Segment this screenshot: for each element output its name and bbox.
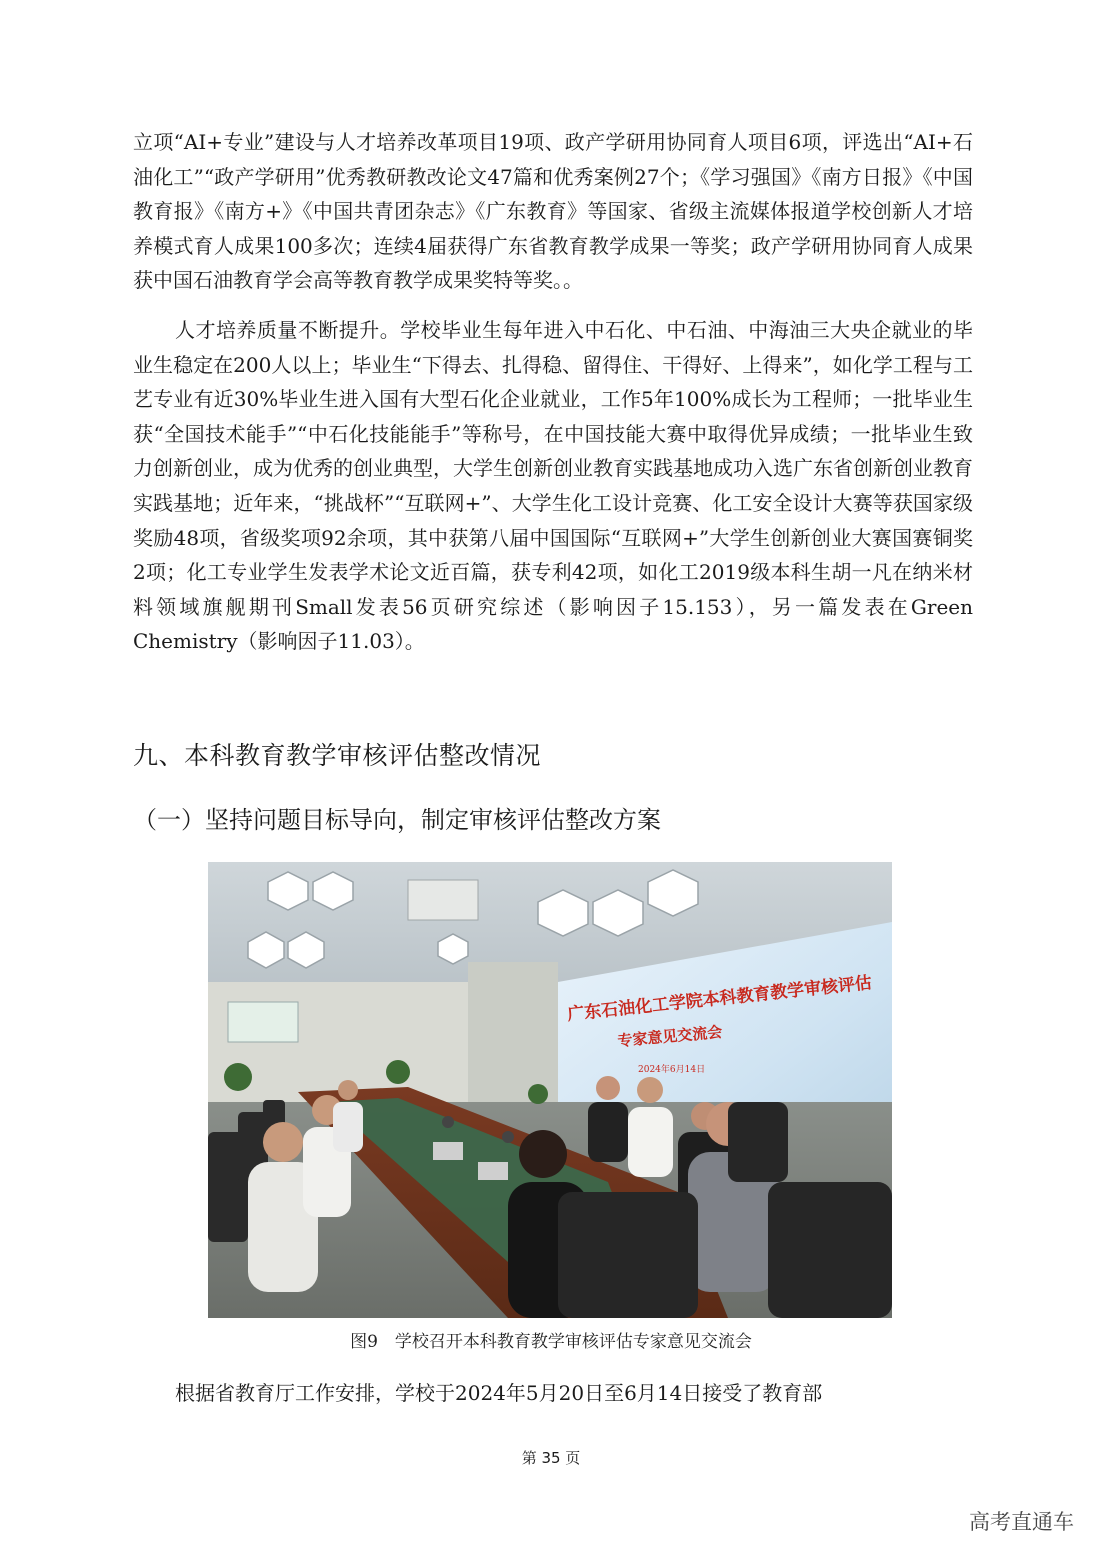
meeting-room-illustration: [208, 862, 892, 1318]
screen-date: 2024年6月14日: [638, 1065, 706, 1075]
body-paragraph-3: 根据省教育厅工作安排，学校于2024年5月20日至6月14日接受了教育部: [175, 1381, 823, 1405]
subsection-heading: （一）坚持问题目标导向，制定审核评估整改方案: [133, 806, 661, 834]
page-number: 第 35 页: [521, 1449, 581, 1467]
section-heading: 九、本科教育教学审核评估整改情况: [133, 741, 542, 770]
figure-caption: 图9 学校召开本科教育教学审核评估专家意见交流会: [350, 1332, 752, 1352]
watermark-text: 高考直通车: [969, 1510, 1074, 1534]
meeting-photo: [208, 862, 892, 1318]
screen-title-line1: 广东石油化工学院本科教育教学审核评估: [566, 973, 873, 1025]
body-paragraph-2: 人才培养质量不断提升。学校毕业生每年进入中石化、中石油、中海油三大央企就业的毕业生稳定在200人以上；毕业生“下得去、扎得稳、留得住、干得好、上得来”，如化学工程与工艺专业有近30%毕业生进入国有大型石化企业就业，工作5年100%成长为工程师；一批毕业生获“全国技术能手”“中石化技能能手”等称号，在中国技能大赛中取得优异成绩；一批毕业生致力创新创业，成为优秀的创业典型，大学生创新创业教育实践基地成功入选广东省创新创业教育实践基地；近年来，“挑战杯”“互联网+”、大学生化工设计竞赛、化工安全设计大赛等获国家级奖励48项，省级奖项92余项，其中获第八届中国国际“互联网+”大学生创新创业大赛国赛铜奖2项；化工专业学生发表学术论文近百篇，获专利42项，如化工2019级本科生胡一凡在纳米材料领域旗舰期刊Small发表56页研究综述（影响因子15.153），另一篇发表在Green Chemistry（影响因子11.03）。: [133, 318, 973, 654]
screen-title-line2: 专家意见交流会: [616, 1022, 723, 1050]
body-paragraph-1: 立项“AI+专业”建设与人才培养改革项目19项、政产学研用协同育人项目6项，评选出“AI+石油化工”“政产学研用”优秀教研教改论文47篇和优秀案例27个；《学习强国》《南方日报》《中国教育报》《南方+》《中国共青团杂志》《广东教育》等国家、省级主流媒体报道学校创新人才培养模式育人成果100多次；连续4届获得广东省教育教学成果一等奖；政产学研用协同育人成果获中国石油教育学会高等教育教学成果奖特等奖。。: [133, 130, 973, 293]
